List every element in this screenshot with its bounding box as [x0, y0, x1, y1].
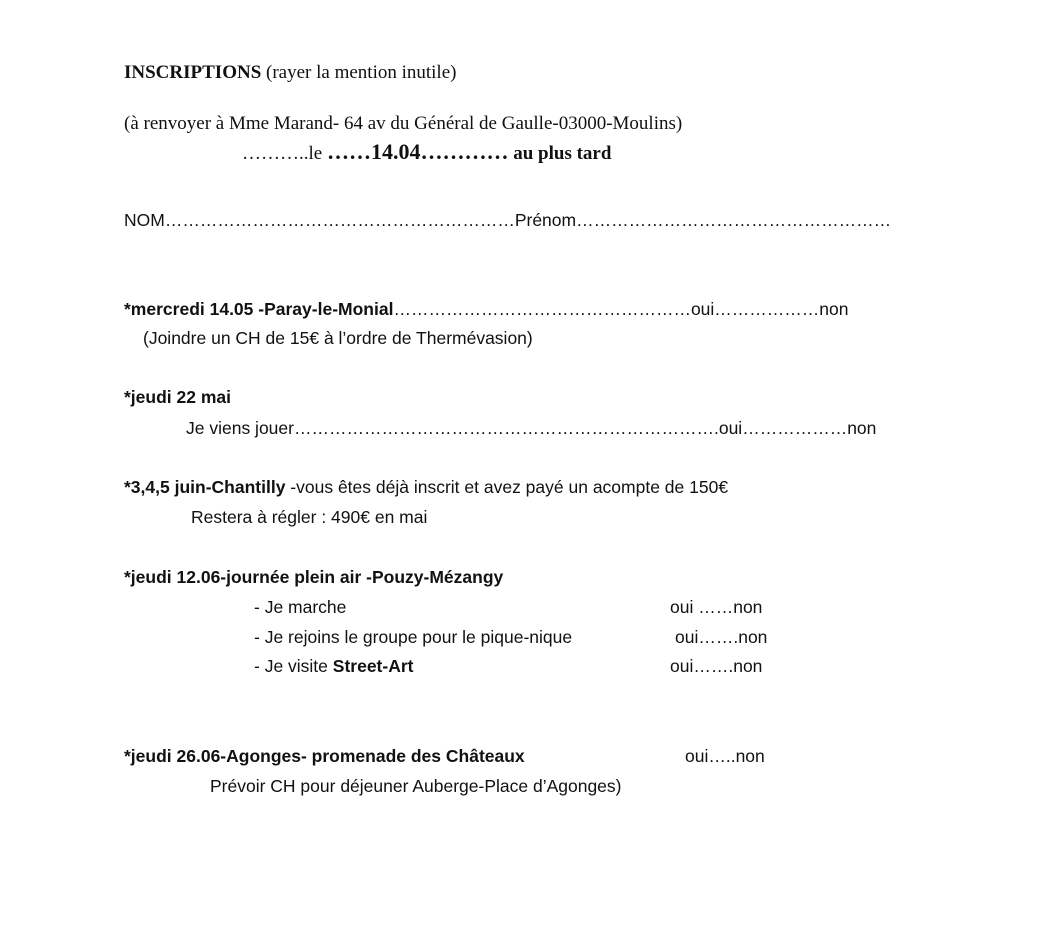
pouzy-item-choice[interactable]: oui…….non [675, 627, 768, 647]
pouzy-item-label: - Je rejoins le groupe pour le pique-nique [254, 627, 573, 647]
event-jeudi22-title [124, 387, 231, 408]
pouzy-item-label [254, 656, 414, 677]
event-agonges-title [124, 746, 525, 767]
deadline-date: ……14.04………… [326, 139, 509, 164]
event-paray-title: *mercredi 14.05 -Paray-le-Monial [124, 299, 394, 319]
event-paray-choice[interactable]: ……………………………………………oui………………non [393, 299, 849, 319]
event-chantilly-title: *3,4,5 juin-Chantilly [124, 477, 286, 497]
event-paray-note: (Joindre un CH de 15€ à l’ordre de Thermévasion) [143, 328, 533, 348]
form-title [124, 62, 456, 84]
event-pouzy-title [124, 567, 503, 588]
event-agonges-choice[interactable]: oui…..non [685, 746, 765, 766]
name-firstname-field[interactable]: NOM……………………………………………………Prénom……………………………………………… [124, 210, 892, 230]
deadline-suffix: au plus tard [508, 143, 612, 164]
event-chantilly-note: Restera à régler : 490€ en mai [191, 507, 428, 527]
pouzy-item-label: - Je marche [254, 597, 347, 617]
pouzy-item-choice[interactable]: oui ……non [670, 597, 763, 617]
event-pouzy-title-text: *jeudi 12.06-journée plein air -Pouzy-Mézangy [124, 567, 504, 587]
event-agonges-note: Prévoir CH pour déjeuner Auberge-Place d’Agonges) [210, 776, 622, 796]
event-agonges-title-text: *jeudi 26.06-Agonges- promenade des Châteaux [124, 746, 525, 766]
deadline-line [242, 139, 611, 165]
event-chantilly [124, 477, 728, 498]
event-chantilly-text: -vous êtes déjà inscrit et avez payé un acompte de 150€ [285, 477, 729, 497]
event-paray [124, 299, 849, 320]
event-jeudi22-choice[interactable]: Je viens jouer……………………………………………………………….oui………………non [186, 418, 877, 438]
title-bold: INSCRIPTIONS [124, 62, 262, 83]
event-jeudi22-title-text: *jeudi 22 mai [124, 387, 231, 407]
return-address: (à renvoyer à Mme Marand- 64 av du Général de Gaulle-03000-Moulins) [124, 113, 683, 134]
pouzy-item-choice[interactable]: oui…….non [670, 656, 763, 676]
pouzy-item-label-bold: Street-Art [332, 656, 414, 676]
pouzy-item-label-prefix: - Je visite [254, 656, 333, 676]
title-note: (rayer la mention inutile) [266, 62, 457, 83]
deadline-prefix: ………..le [242, 143, 327, 164]
